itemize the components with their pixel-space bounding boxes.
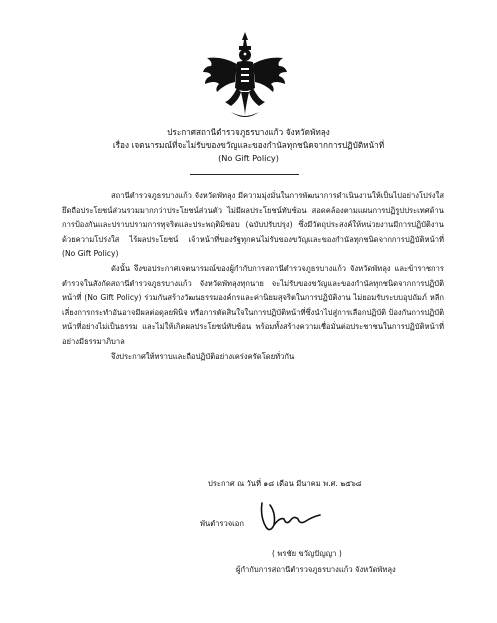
body-paragraph-3: จึงประกาศให้ทราบและถือปฏิบัติอย่างเคร่งครัดโดยทั่วกัน [111, 351, 295, 361]
announcement-subject: เรื่อง เจตนารมณ์ที่จะไม่รับของขวัญและของกำนัลทุกชนิดจากการปฏิบัติหน้าที่ [112, 140, 385, 150]
announcement-body [62, 189, 444, 364]
date-line: ประกาศ ณ วันที่ ๑๘ เดือน มีนาคม พ.ศ. ๒๕๖๘ [208, 479, 362, 488]
handwritten-signature [256, 497, 326, 537]
announcement-subtitle: (No Gift Policy) [218, 153, 279, 163]
body-paragraph-2: ดังนั้น จึงขอประกาศเจตนารมณ์ของผู้กำกับการสถานีตำรวจภูธรบางแก้ว จังหวัดพัทลุง และข้าราชการตำรวจในสังกัดสถานีตำรวจภูธรบางแก้ว จังหวัดพัทลุงทุกนาย จะไม่รับของขวัญและของกำนัลทุกชนิดจากการปฏิบัติหน้าที่ (No Gift Policy) ร่วมกันสร้างวัฒนธรรมองค์กรและค่านิยมสุจริตในการปฏิบัติงาน ไม่ยอมรับระบบอุปถัมภ์ หลีกเลี่ยงการกระทำอันอาจมีผลต่อดุลยพินิจ หรือการตัดสินใจในการปฏิบัติหน้าที่ซึ่งนำไปสู่การเลือกปฏิบัติ ป้องกันการปฏิบัติหน้าที่อย่างไม่เป็นธรรม และไม่ให้เกิดผลประโยชน์ทับซ้อน พร้อมทั้งสร้างความเชื่อมั่นต่อประชาชนในการปฏิบัติหน้าที่อย่างมีธรรมาภิบาล [62, 263, 445, 346]
body-paragraph-1: สถานีตำรวจภูธรบางแก้ว จังหวัดพัทลุง มีความมุ่งมั่นในการพัฒนาการดำเนินงานให้เป็นไปอย่างโปร่งใส ยึดถือประโยชน์ส่วนรวมมากกว่าประโยชน์ส่วนตัว ไม่มีผลประโยชน์ทับซ้อน สอดคล้องตามแผนการปฏิรูปประเทศด้านการป้องกันและปราบปรามการทุจริตและประพฤติมิชอบ (ฉบับปรับปรุง) ซึ่งมีวัตถุประสงค์ให้หน่วยงานมีการปฏิบัติงานด้วยความโปร่งใส ไร้ผลประโยชน์ เจ้าหน้าที่ของรัฐทุกคนไม่รับของขวัญและของกำนัลทุกชนิดจากการปฏิบัติหน้าที่ (No Gift Policy) [62, 191, 444, 259]
signer-name: ( พรชัย ขวัญปัญญา ) [272, 549, 342, 558]
garuda-emblem-icon [201, 30, 289, 124]
signer-title: ผู้กำกับการสถานีตำรวจภูธรบางแก้ว จังหวัดพัทลุง [236, 565, 396, 574]
header-divider [190, 174, 299, 175]
signer-rank: พันตำรวจเอก [200, 519, 244, 528]
announcement-title: ประกาศสถานีตำรวจภูธรบางแก้ว จังหวัดพัทลุง [167, 127, 330, 137]
